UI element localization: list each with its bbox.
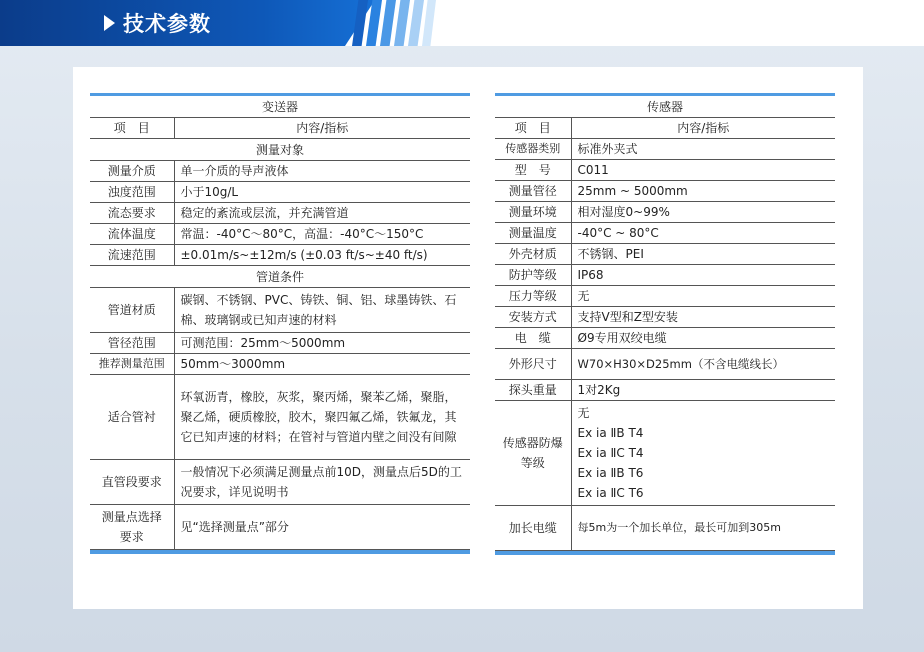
row-value: 每5m为一个加长单位，最长可加到305m [571,506,835,551]
row-value: 不锈钢、PEI [571,244,835,265]
row-value: 见“选择测量点”部分 [174,505,470,550]
row-value-list [571,401,835,506]
banner-stripe [408,0,424,46]
banner-stripe [394,0,410,46]
row-value: ±0.01m/s~±12m/s (±0.03 ft/s~±40 ft/s) [174,245,470,266]
row-key: 测量介质 [90,161,174,182]
row-key: 推荐测量范围 [90,354,174,375]
row-value: 标准外夹式 [571,139,835,160]
row-value: W70×H30×D25mm（不含电缆线长） [571,349,835,380]
banner-stripe [380,0,396,46]
row-value: Ø9专用双绞电缆 [571,328,835,349]
table-row [495,286,835,307]
row-key: 型 号 [495,160,571,181]
row-key: 电 缆 [495,328,571,349]
table-row [90,182,470,203]
table-row [90,224,470,245]
row-value: IP68 [571,265,835,286]
row-key: 测量点选择要求 [90,505,174,550]
row-value: 1对2Kg [571,380,835,401]
table-row [495,265,835,286]
row-key: 安装方式 [495,307,571,328]
row-value: 25mm ~ 5000mm [571,181,835,202]
row-key: 管道材质 [90,288,174,333]
page-title: 技术参数 [123,12,211,36]
table-row [495,202,835,223]
row-value: -40°C ~ 80°C [571,223,835,244]
row-value: 无 [571,286,835,307]
section-title-row [90,139,470,161]
table-row [495,244,835,265]
column-header-item: 项 目 [90,118,174,139]
banner-stripe [422,0,436,46]
table-bottom-rule [495,551,835,556]
row-key: 压力等级 [495,286,571,307]
row-value: C011 [571,160,835,181]
table-row [90,505,470,550]
row-key: 流态要求 [90,203,174,224]
row-value: 相对湿度0~99% [571,202,835,223]
column-header-item: 项 目 [495,118,571,139]
table-bottom-rule [90,550,470,555]
sensor-table [495,93,835,555]
row-value: 50mm～3000mm [174,354,470,375]
row-key: 直管段要求 [90,460,174,505]
spec-card [73,67,863,609]
table-row [90,288,470,333]
row-key: 浊度范围 [90,182,174,203]
row-key: 传感器类别 [495,139,571,160]
row-value: 支持V型和Z型安装 [571,307,835,328]
row-key: 测量管径 [495,181,571,202]
table-row [495,349,835,380]
section-title: 测量对象 [90,139,470,161]
section-title: 管道条件 [90,266,470,288]
explosion-grade-item: 无 [577,406,590,420]
table-title-row [90,96,470,118]
row-key: 流速范围 [90,245,174,266]
play-arrow-icon [104,15,115,31]
row-key: 测量温度 [495,223,571,244]
row-key: 加长电缆 [495,506,571,551]
section-title-row [90,266,470,288]
row-value: 常温：-40°C～80°C，高温：-40°C～150°C [174,224,470,245]
table-row [495,328,835,349]
column-header-content: 内容/指标 [571,118,835,139]
table-row [495,380,835,401]
explosion-grade-item: Ex ia ⅡB T6 [577,466,644,480]
title-wrap [104,8,211,38]
explosion-grade-item: Ex ia ⅡC T6 [577,486,644,500]
column-header-row [90,118,470,139]
explosion-grade-item: Ex ia ⅡC T4 [577,446,644,460]
row-value: 稳定的紊流或层流，并充满管道 [174,203,470,224]
table-row [90,354,470,375]
table-row [90,245,470,266]
explosion-grade-item: Ex ia ⅡB T4 [577,426,644,440]
table-row [90,460,470,505]
row-key: 防护等级 [495,265,571,286]
row-key: 管径范围 [90,333,174,354]
row-key: 探头重量 [495,380,571,401]
transmitter-table [90,93,470,554]
row-key: 测量环境 [495,202,571,223]
row-key: 流体温度 [90,224,174,245]
row-key: 外壳材质 [495,244,571,265]
table-row [495,506,835,551]
table-row [90,333,470,354]
row-value: 环氧沥青，橡胶，灰浆，聚丙烯，聚苯乙烯，聚脂，聚乙烯，硬质橡胶，胶木，聚四氟乙烯，铁氟龙，其它已知声速的材料；在管衬与管道内壁之间没有间隙 [174,375,470,460]
table-row [495,401,835,506]
table-row [495,223,835,244]
row-key: 适合管衬 [90,375,174,460]
table-row [90,375,470,460]
sensor-title: 传感器 [495,96,835,118]
row-value: 碳钢、不锈钢、PVC、铸铁、铜、铝、球墨铸铁、石棉、玻璃钢或已知声速的材料 [174,288,470,333]
table-row [495,160,835,181]
row-key: 外形尺寸 [495,349,571,380]
row-value: 一般情况下必须满足测量点前10D，测量点后5D的工况要求，详见说明书 [174,460,470,505]
table-row [495,139,835,160]
transmitter-title: 变送器 [90,96,470,118]
table-row [90,203,470,224]
page-header [0,0,924,46]
row-key: 传感器防爆等级 [495,401,571,506]
table-row [495,307,835,328]
row-value: 可测范围：25mm～5000mm [174,333,470,354]
column-header-content: 内容/指标 [174,118,470,139]
table-row [495,181,835,202]
table-row [90,161,470,182]
column-header-row [495,118,835,139]
table-title-row [495,96,835,118]
row-value: 单一介质的导声液体 [174,161,470,182]
row-value: 小于10g/L [174,182,470,203]
